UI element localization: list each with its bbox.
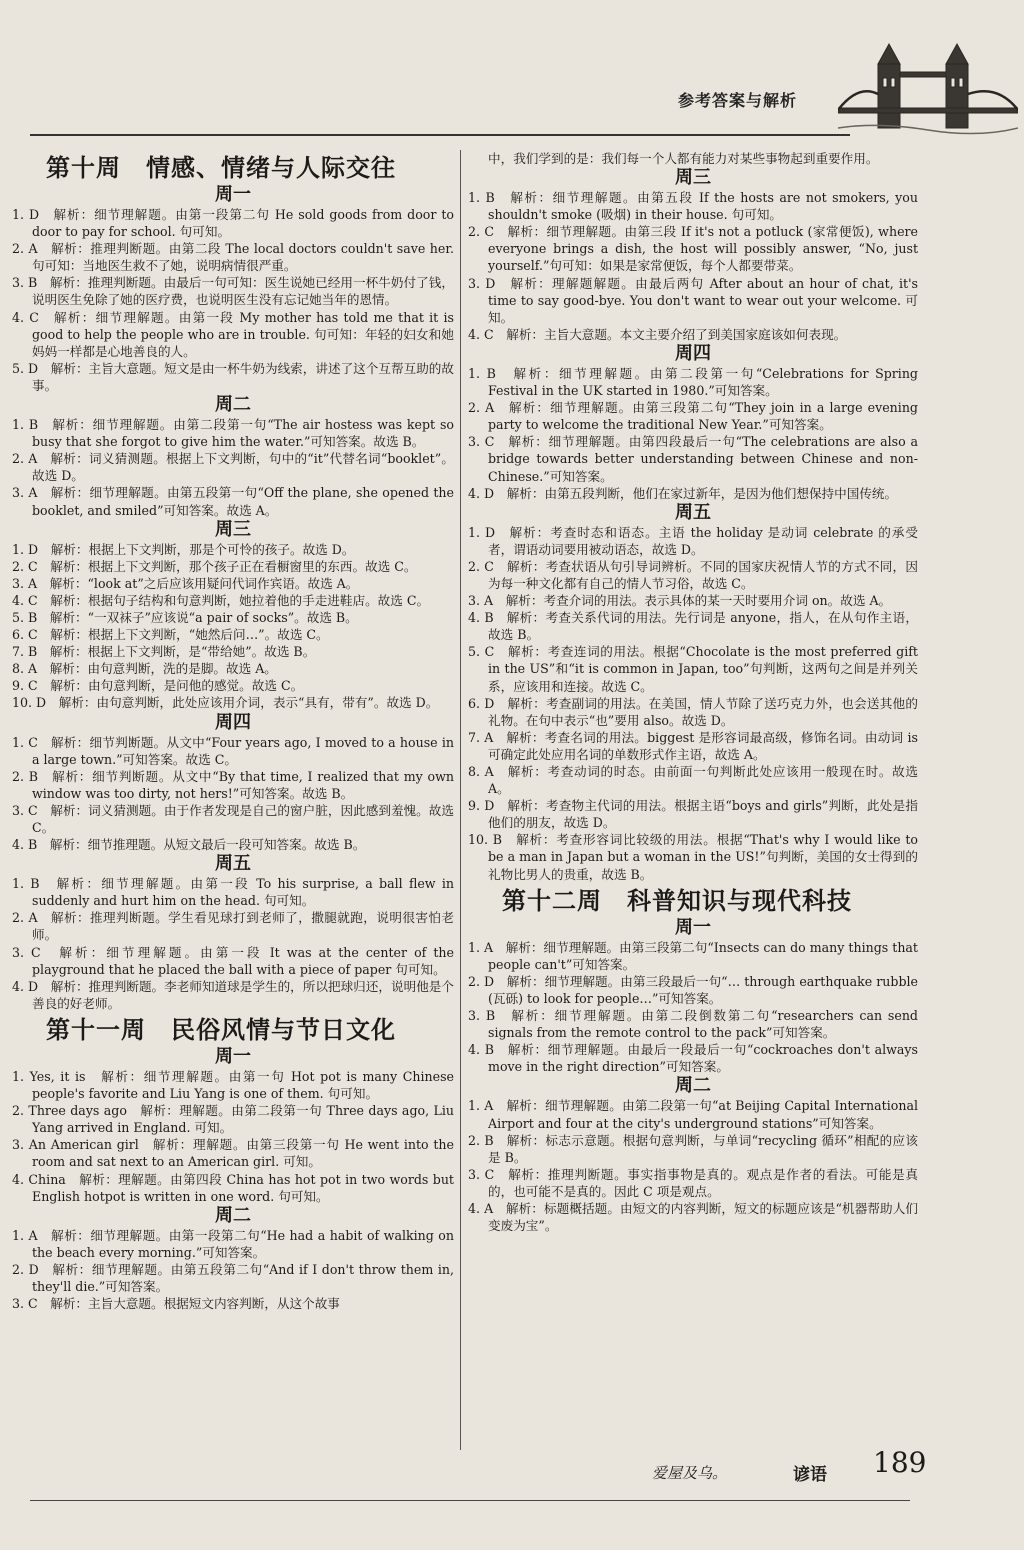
answer-item: 2. C 解析：细节理解题。由第三段 If it's not a potluck (家常便饭), where everyone brings a dish, the host will possibly answer, “No, just yourself.”句可知：如果是家常便饭，每个人都要带菜。 — [468, 224, 918, 274]
answer-item: 8. A 解析：考查动词的时态。由前面一句判断此处应该用一般现在时。故选 A。 — [468, 764, 918, 797]
answer-item: 2. C 解析：根据上下文判断，那个孩子正在看橱窗里的东西。故选 C。 — [12, 558, 417, 574]
answer-item: 5. D 解析：主旨大意题。短文是由一杯牛奶为线索，讲述了这个互帮互助的故事。 — [12, 360, 454, 393]
answer-item: 1. D 解析：细节理解题。由第一段第二句 He sold goods from door to door to pay for school. 句可知。 — [12, 207, 454, 240]
answer-item: 3. A 解析：细节理解题。由第五段第一句“Off the plane, she opened the booklet, and smiled”可知答案。故选 A。 — [12, 485, 454, 518]
answer-item: 3. A 解析：考查介词的用法。表示具体的某一天时要用介词 on。故选 A。 — [468, 593, 892, 609]
answer-item: 3. D 解析：理解题解题。由最后两句 After about an hour of chat, it's time to say good-bye. You don't want to wear out your welcome. 可知。 — [468, 275, 918, 325]
header-divider — [30, 134, 850, 136]
answer-item: 1. A 解析：细节理解题。由第三段第二句“Insects can do many things that people can't”可知答案。 — [468, 939, 918, 972]
answer-item: 3. A 解析：“look at”之后应该用疑问代词作宾语。故选 A。 — [12, 575, 359, 591]
answer-item: 2. A 解析：推理判断题。学生看见球打到老师了，撒腿就跑，说明很害怕老师。 — [12, 910, 454, 943]
day-title: 周一 — [675, 916, 711, 938]
day-title: 周二 — [215, 1204, 251, 1226]
week-12-section — [468, 885, 918, 1235]
answer-item: 4. C 解析：细节理解题。由第一段 My mother has told me that it is good to help the people who are in trouble. 句可知：年轻的妇女和她妈妈一样都是心地善良的人。 — [12, 309, 454, 359]
day-section — [468, 167, 918, 343]
answer-item: 1. B 解析：细节理解题。由第二段第一句“The air hostess was kept so busy that she forgot to give him the water.”可知答案。故选 B。 — [12, 417, 454, 450]
answer-item: 4. B 解析：细节理解题。由最后一段最后一句“cockroaches don't always move in the right direction”可知答案。 — [468, 1042, 918, 1075]
answer-item: 4. B 解析：细节推理题。从短文最后一段可知答案。故选 B。 — [12, 837, 366, 853]
answer-item: 6. D 解析：考查副词的用法。在美国，情人节除了送巧克力外，也会送其他的礼物。在句中表示“也”要用 also。故选 D。 — [468, 695, 918, 728]
answer-item: 5. C 解析：考查连词的用法。根据“Chocolate is the most preferred gift in the US”和“it is common in Japan, too”句判断，这两句之间是并列关系，应该用和连接。故选 C。 — [468, 644, 918, 694]
week-11-section — [12, 1014, 454, 1312]
answer-item: 3. B 解析：细节理解题。由第二段倒数第二句“researchers can send signals from the remote control to the pack”可知答案。 — [468, 1008, 918, 1041]
answer-item: 4. D 解析：由第五段判断，他们在家过新年，是因为他们想保持中国传统。 — [468, 485, 898, 501]
answer-item: 2. Three days ago 解析：理解题。由第二段第一句 Three days ago, Liu Yang arrived in England. 可知。 — [12, 1103, 454, 1136]
answer-item: 4. D 解析：推理判断题。李老师知道球是学生的，所以把球归还，说明他是个善良的好老师。 — [12, 978, 454, 1011]
answer-item: 1. Yes, it is 解析：细节理解题。由第一句 Hot pot is many Chinese people's favorite and Liu Yang is one of them. 句可知。 — [12, 1068, 454, 1102]
answer-item: 1. B 解析：细节理解题。由第一段 To his surprise, a ball flew in suddenly and hurt him on the head. 句可知。 — [12, 876, 454, 909]
day-section — [12, 1046, 454, 1205]
day-section — [12, 853, 454, 1012]
footer-divider — [30, 1500, 910, 1501]
continuation-text: 中，我们学到的是：我们每一个人都有能力对某些事物起到重要作用。 — [488, 151, 879, 166]
page-footer — [0, 1440, 1024, 1550]
day-title: 周一 — [215, 184, 251, 205]
answer-item: 10. B 解析：考查形容词比较级的用法。根据“That's why I would like to be a man in Japan but a woman in the US!”句判断，美国的女士得到的礼物比男人的贵重，故选 B。 — [468, 832, 918, 882]
week-10-section — [12, 152, 454, 1012]
answer-item: 2. B 解析：细节判断题。从文中“By that time, I realized that my own window was too dirty, not hers!”可知答案。故选 B。 — [12, 768, 454, 801]
answer-item: 3. C 解析：细节理解题。由第一段 It was at the center of the playground that he placed the ball with a piece of paper 句可知。 — [12, 944, 454, 977]
answer-item: 4. A 解析：标题概括题。由短文的内容判断，短文的标题应该是“机器帮助人们变废为宝”。 — [468, 1200, 918, 1234]
answer-item: 1. B 解析：细节理解题。由第五段 If the hosts are not smokers, you shouldn't smoke (吸烟) in their house. 句可知。 — [468, 190, 918, 223]
left-column — [12, 150, 454, 1312]
answer-item: 3. C 解析：细节理解题。由第四段最后一句“The celebrations are also a bridge towards better understanding between Chinese and non-Chinese.”可知答案。 — [468, 434, 918, 484]
day-section — [12, 1205, 454, 1312]
answer-item: 4. B 解析：考查关系代词的用法。先行词是 anyone，指人，在从句作主语，故选 B。 — [468, 610, 918, 643]
answer-item: 4. China 解析：理解题。由第四段 China has hot pot in two words but English hotpot is written in one word. 句可知。 — [12, 1171, 454, 1204]
answer-item: 2. B 解析：标志示意题。根据句意判断，与单词“recycling 循环”相配的应该是 B。 — [468, 1132, 918, 1165]
page-header — [0, 0, 1024, 150]
answer-item: 9. C 解析：由句意判断，是问他的感觉。故选 C。 — [12, 678, 304, 694]
column-divider — [460, 150, 461, 1450]
answer-item: 2. A 解析：细节理解题。由第三段第二句“They join in a large evening party to welcome the traditional New Year.”可知答案。 — [468, 400, 918, 433]
day-title: 周二 — [675, 1075, 711, 1097]
day-title: 周五 — [215, 853, 251, 875]
answer-item: 4. C 解析：主旨大意题。本文主要介绍了到美国家庭该如何表现。 — [468, 326, 847, 342]
answer-item: 1. A 解析：细节理解题。由第二段第一句“at Beijing Capital International Airport and four at the city's underground stations”可知答案。 — [468, 1098, 918, 1131]
day-section — [12, 712, 454, 854]
answer-item: 7. A 解析：考查名词的用法。biggest 是形容词最高级，修饰名词。由动词 is 可确定此处应用名词的单数形式作主语，故选 A。 — [468, 729, 918, 762]
answer-item: 10. D 解析：由句意判断，此处应该用介词，表示“具有，带有”。故选 D。 — [12, 695, 439, 711]
answer-item: 3. C 解析：推理判断题。事实指事物是真的。观点是作者的看法。可能是真的，也可能不是真的。因此 C 项是观点。 — [468, 1166, 918, 1199]
week-title: 第十周 情感、情绪与人际交往 — [46, 154, 396, 182]
answer-item: 5. B 解析：“一双袜子”应该说“a pair of socks”。故选 B。 — [12, 609, 358, 625]
day-title: 周四 — [215, 711, 251, 733]
day-title: 周二 — [215, 394, 251, 416]
day-section — [12, 394, 454, 519]
answer-item: 1. D 解析：根据上下文判断，那是个可怜的孩子。故选 D。 — [12, 541, 355, 557]
page-number: 189 — [873, 1446, 927, 1479]
day-section — [12, 184, 454, 394]
answer-item: 3. C 解析：主旨大意题。根据短文内容判断，从这个故事 — [12, 1296, 340, 1312]
answer-item: 8. A 解析：由句意判断，洗的是脚。故选 A。 — [12, 661, 277, 677]
day-title: 周四 — [675, 342, 711, 364]
day-section — [12, 519, 454, 712]
answer-item: 3. B 解析：推理判断题。由最后一句可知：医生说她已经用一杯牛奶付了钱，说明医生免除了她的医疗费，也说明医生没有忘记她当年的恩情。 — [12, 275, 454, 308]
answer-item: 7. B 解析：根据上下文判断，是“带给她”。故选 B。 — [12, 644, 316, 660]
answer-item: 3. C 解析：词义猜测题。由于作者发现是自己的窗户脏，因此感到羞愧。故选 C。 — [12, 802, 454, 835]
answer-item: 2. C 解析：考查状语从句引导词辨析。不同的国家庆祝情人节的方式不同，因为每一种文化都有自己的情人节习俗，故选 C。 — [468, 558, 918, 591]
answer-item: 2. D 解析：细节理解题。由第五段第二句“And if I don't throw them in, they'll die.”可知答案。 — [12, 1261, 454, 1294]
answer-item: 6. C 解析：根据上下文判断，“她然后问…”。故选 C。 — [12, 627, 329, 643]
answer-item: 4. C 解析：根据句子结构和句意判断，她拉着他的手走进鞋店。故选 C。 — [12, 592, 430, 608]
right-column — [468, 150, 918, 1234]
day-section — [468, 917, 918, 1076]
day-title: 周一 — [215, 1045, 251, 1067]
answer-item: 2. A 解析：词义猜测题。根据上下文判断，句中的“it”代替名词“booklet”。故选 D。 — [12, 451, 454, 484]
answer-item: 1. A 解析：细节理解题。由第一段第二句“He had a habit of walking on the beach every morning.”可知答案。 — [12, 1227, 454, 1260]
answer-item: 1. B 解析：细节理解题。由第二段第一句“Celebrations for Spring Festival in the UK started in 1980.”可知答案。 — [468, 365, 918, 399]
proverb-text: 爱屋及乌。 — [652, 1464, 728, 1482]
tower-bridge-icon — [838, 38, 1018, 142]
day-title: 周三 — [675, 167, 711, 189]
day-section — [468, 343, 918, 502]
day-title: 周五 — [675, 501, 711, 523]
day-section — [468, 502, 918, 883]
proverb-label: 谚语 — [793, 1465, 827, 1485]
answer-item: 3. An American girl 解析：理解题。由第三段第一句 He went into the room and sat next to an American girl. 可知。 — [12, 1137, 454, 1170]
day-section — [468, 1075, 918, 1234]
week-title: 第十二周 科普知识与现代科技 — [502, 886, 852, 915]
answer-item: 1. D 解析：考查时态和语态。主语 the holiday 是动词 celebrate 的承受者，谓语动词要用被动语态，故选 D。 — [468, 524, 918, 557]
answer-item: 9. D 解析：考查物主代词的用法。根据主语“boys and girls”判断，此处是指他们的朋友，故选 D。 — [468, 798, 918, 831]
answer-item: 2. D 解析：细节理解题。由第三段最后一句“… through earthquake rubble (瓦砾) to look for people…”可知答案。 — [468, 973, 918, 1006]
answer-item: 2. A 解析：推理判断题。由第二段 The local doctors couldn't save her. 句可知：当地医生救不了她，说明病情很严重。 — [12, 241, 454, 274]
day-title: 周三 — [215, 518, 251, 540]
header-label: 参考答案与解析 — [678, 91, 798, 110]
week-title: 第十一周 民俗风情与节日文化 — [46, 1015, 396, 1044]
answer-item: 1. C 解析：细节判断题。从文中“Four years ago, I moved to a house in a large town.”可知答案。故选 C。 — [12, 734, 454, 767]
